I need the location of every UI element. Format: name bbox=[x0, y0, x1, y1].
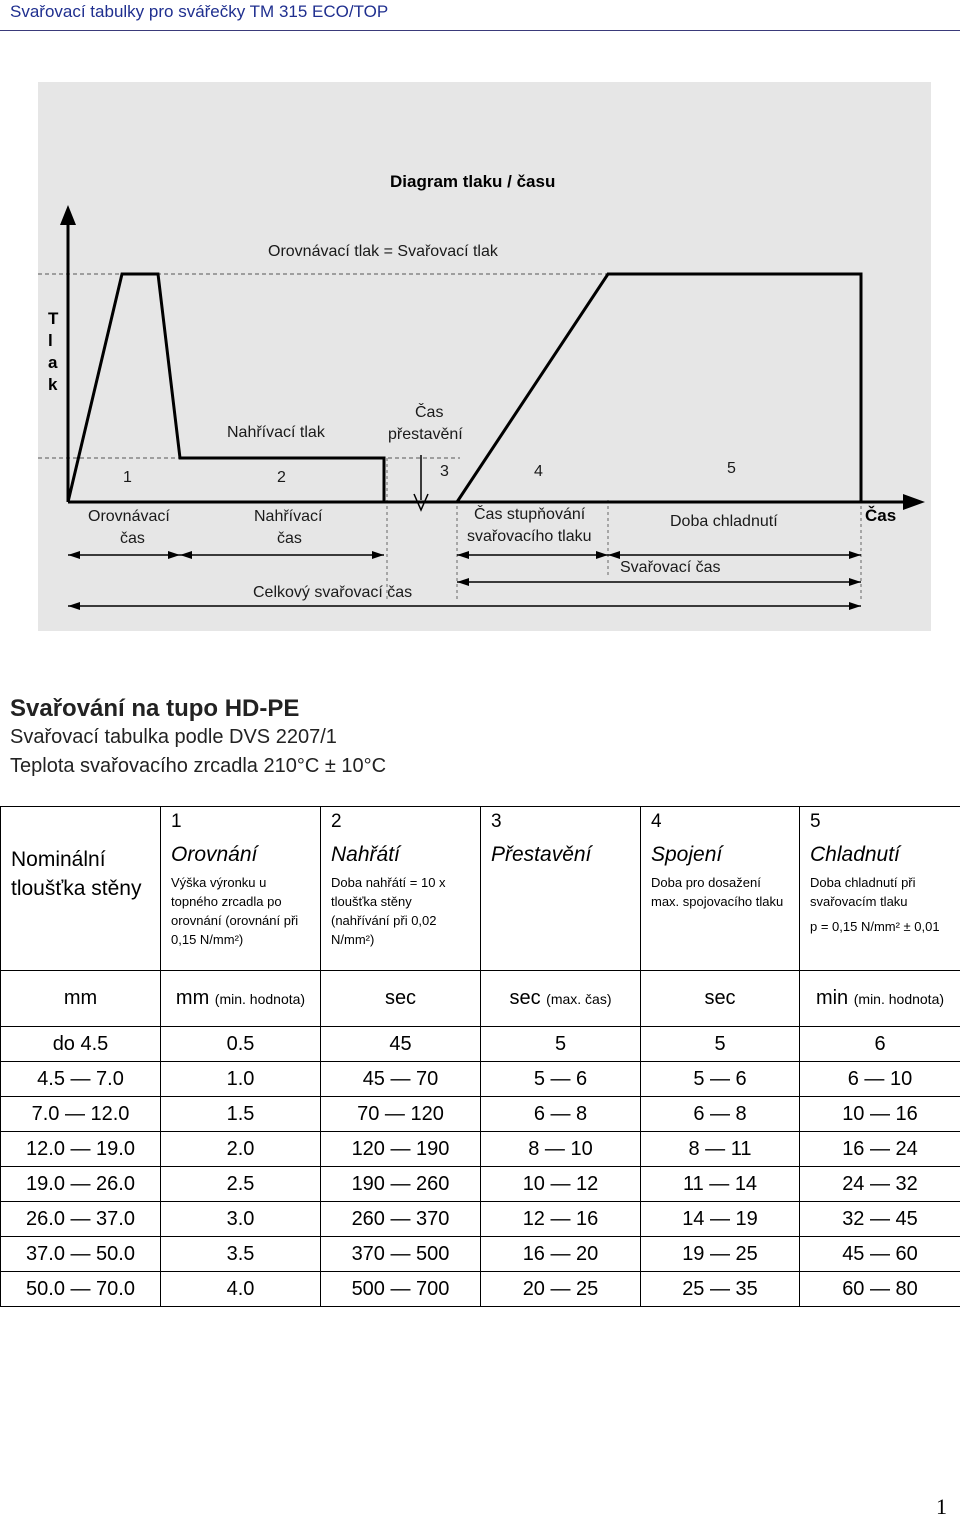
table-cell: do 4.5 bbox=[1, 1027, 161, 1062]
table-cell: 70 — 120 bbox=[321, 1097, 481, 1132]
table-cell: 60 — 80 bbox=[800, 1272, 960, 1307]
welding-time-label: Svařovací čas bbox=[620, 557, 720, 579]
pressure-curve-left bbox=[68, 274, 384, 502]
table-cell: 190 — 260 bbox=[321, 1167, 481, 1202]
pressure-curve-right bbox=[457, 274, 861, 502]
table-row bbox=[1, 1132, 960, 1167]
table-cell: 6 bbox=[800, 1027, 960, 1062]
nahrivaci-cas-label-1: Nahřívací bbox=[254, 506, 322, 528]
table-cell: 11 — 14 bbox=[641, 1167, 800, 1202]
changeover-label-1: Čas bbox=[415, 402, 443, 424]
table-cell: 26.0 — 37.0 bbox=[1, 1202, 161, 1237]
table-cell: 45 — 70 bbox=[321, 1062, 481, 1097]
table-row bbox=[1, 1272, 960, 1307]
table-cell: 10 — 16 bbox=[800, 1097, 960, 1132]
table-cell: 37.0 — 50.0 bbox=[1, 1237, 161, 1272]
table-units-row bbox=[1, 971, 960, 1027]
changeover-label-2: přestavění bbox=[388, 424, 463, 446]
welding-table bbox=[0, 806, 960, 1307]
table-cell: 2.5 bbox=[161, 1167, 321, 1202]
step-name-spojeni: Spojení bbox=[651, 843, 789, 867]
column-header-3: 3 Přestavění bbox=[481, 807, 641, 971]
table-cell: 500 — 700 bbox=[321, 1272, 481, 1307]
table-cell: 24 — 32 bbox=[800, 1167, 960, 1202]
table-cell: 370 — 500 bbox=[321, 1237, 481, 1272]
table-cell: 12.0 — 19.0 bbox=[1, 1132, 161, 1167]
table-row bbox=[1, 1027, 960, 1062]
table-body bbox=[1, 1027, 960, 1307]
nominal-thickness-header: Nominální tloušťka stěny bbox=[1, 807, 161, 971]
phase-number-5: 5 bbox=[727, 458, 736, 480]
table-cell: 25 — 35 bbox=[641, 1272, 800, 1307]
step-name-chladnuti: Chladnutí bbox=[810, 843, 950, 867]
column-header-4: 4 Spojení Doba pro dosažení max. spojovacího tlaku bbox=[641, 807, 800, 971]
table-row bbox=[1, 1062, 960, 1097]
unit-spojeni: sec bbox=[641, 971, 800, 1027]
buildup-time-label-2: svařovacího tlaku bbox=[467, 526, 592, 548]
table-cell: 6 — 8 bbox=[481, 1097, 641, 1132]
table-cell: 6 — 8 bbox=[641, 1097, 800, 1132]
table-header-row bbox=[1, 807, 960, 971]
phase-number-2: 2 bbox=[277, 467, 286, 489]
table-cell: 19 — 25 bbox=[641, 1237, 800, 1272]
table-cell: 16 — 24 bbox=[800, 1132, 960, 1167]
cooling-time-label: Doba chladnutí bbox=[670, 511, 778, 533]
document-header-title: Svařovací tabulky pro svářečky TM 315 ECO/TOP bbox=[10, 2, 388, 22]
phase-number-1: 1 bbox=[123, 467, 132, 489]
section-title: Svařování na tupo HD-PE bbox=[10, 695, 299, 723]
unit-prestaveni: sec (max. čas) bbox=[481, 971, 641, 1027]
heating-pressure-label: Nahřívací tlak bbox=[227, 422, 325, 444]
table-cell: 1.5 bbox=[161, 1097, 321, 1132]
table-cell: 19.0 — 26.0 bbox=[1, 1167, 161, 1202]
nahrivaci-cas-label-2: čas bbox=[277, 528, 302, 550]
table-cell: 3.5 bbox=[161, 1237, 321, 1272]
y-axis-label: T l a k bbox=[48, 308, 58, 396]
table-cell: 5 bbox=[641, 1027, 800, 1062]
column-header-5: 5 Chladnutí Doba chladnutí při svařovacím tlaku p = 0,15 N/mm² ± 0,01 bbox=[800, 807, 960, 971]
table-cell: 16 — 20 bbox=[481, 1237, 641, 1272]
table-cell: 2.0 bbox=[161, 1132, 321, 1167]
table-cell: 120 — 190 bbox=[321, 1132, 481, 1167]
table-cell: 8 — 10 bbox=[481, 1132, 641, 1167]
table-cell: 45 — 60 bbox=[800, 1237, 960, 1272]
table-row bbox=[1, 1097, 960, 1132]
unit-nominal: mm bbox=[1, 971, 161, 1027]
orovnavaci-cas-label-1: Orovnávací bbox=[88, 506, 170, 528]
table-cell: 3.0 bbox=[161, 1202, 321, 1237]
table-cell: 45 bbox=[321, 1027, 481, 1062]
table-cell: 5 bbox=[481, 1027, 641, 1062]
table-cell: 12 — 16 bbox=[481, 1202, 641, 1237]
table-cell: 260 — 370 bbox=[321, 1202, 481, 1237]
table-row bbox=[1, 1237, 960, 1272]
table-cell: 0.5 bbox=[161, 1027, 321, 1062]
table-cell: 1.0 bbox=[161, 1062, 321, 1097]
section-subtitle: Svařovací tabulka podle DVS 2207/1 bbox=[10, 726, 337, 749]
y-axis-arrow bbox=[60, 205, 76, 225]
phase-number-3: 3 bbox=[440, 461, 449, 483]
unit-orovnani: mm (min. hodnota) bbox=[161, 971, 321, 1027]
column-header-2: 2 Nahřátí Doba nahřátí = 10 x tloušťka stěny (nahřívání při 0,02 N/mm²) bbox=[321, 807, 481, 971]
step-desc-chladnuti: Doba chladnutí při svařovacím tlaku bbox=[810, 873, 950, 911]
page-number: 1 bbox=[936, 1494, 947, 1520]
table-cell: 10 — 12 bbox=[481, 1167, 641, 1202]
column-header-1: 1 Orovnání Výška výronku u topného zrcadla po orovnání (orovnání při 0,15 N/mm²) bbox=[161, 807, 321, 971]
table-cell: 20 — 25 bbox=[481, 1272, 641, 1307]
x-axis-arrow bbox=[903, 494, 925, 510]
step-name-orovnani: Orovnání bbox=[171, 843, 310, 867]
step-name-prestaveni: Přestavění bbox=[491, 843, 630, 867]
orovnavaci-cas-label-2: čas bbox=[120, 528, 145, 550]
table-cell: 4.0 bbox=[161, 1272, 321, 1307]
table-cell: 6 — 10 bbox=[800, 1062, 960, 1097]
table-row bbox=[1, 1167, 960, 1202]
buildup-time-label-1: Čas stupňování bbox=[474, 504, 585, 526]
step-desc-orovnani: Výška výronku u topného zrcadla po orovnání (orovnání při 0,15 N/mm²) bbox=[171, 873, 310, 949]
unit-nahrati: sec bbox=[321, 971, 481, 1027]
table-cell: 8 — 11 bbox=[641, 1132, 800, 1167]
table-row bbox=[1, 1202, 960, 1237]
step-desc-chladnuti-pressure: p = 0,15 N/mm² ± 0,01 bbox=[810, 917, 950, 936]
table-cell: 5 — 6 bbox=[481, 1062, 641, 1097]
step-desc-spojeni: Doba pro dosažení max. spojovacího tlaku bbox=[651, 873, 789, 911]
table-cell: 14 — 19 bbox=[641, 1202, 800, 1237]
pressure-equation-label: Orovnávací tlak = Svařovací tlak bbox=[268, 241, 498, 263]
table-cell: 5 — 6 bbox=[641, 1062, 800, 1097]
table-cell: 32 — 45 bbox=[800, 1202, 960, 1237]
diagram-title: Diagram tlaku / času bbox=[390, 172, 555, 192]
total-welding-time-label: Celkový svařovací čas bbox=[253, 582, 412, 604]
x-axis-label: Čas bbox=[865, 506, 896, 526]
section-temperature: Teplota svařovacího zrcadla 210°C ± 10°C bbox=[10, 755, 386, 778]
step-name-nahrati: Nahřátí bbox=[331, 843, 470, 867]
table-cell: 50.0 — 70.0 bbox=[1, 1272, 161, 1307]
unit-chladnuti: min (min. hodnota) bbox=[800, 971, 960, 1027]
table-cell: 7.0 — 12.0 bbox=[1, 1097, 161, 1132]
step-desc-nahrati: Doba nahřátí = 10 x tloušťka stěny (nahřívání při 0,02 N/mm²) bbox=[331, 873, 470, 949]
table-cell: 4.5 — 7.0 bbox=[1, 1062, 161, 1097]
phase-number-4: 4 bbox=[534, 461, 543, 483]
